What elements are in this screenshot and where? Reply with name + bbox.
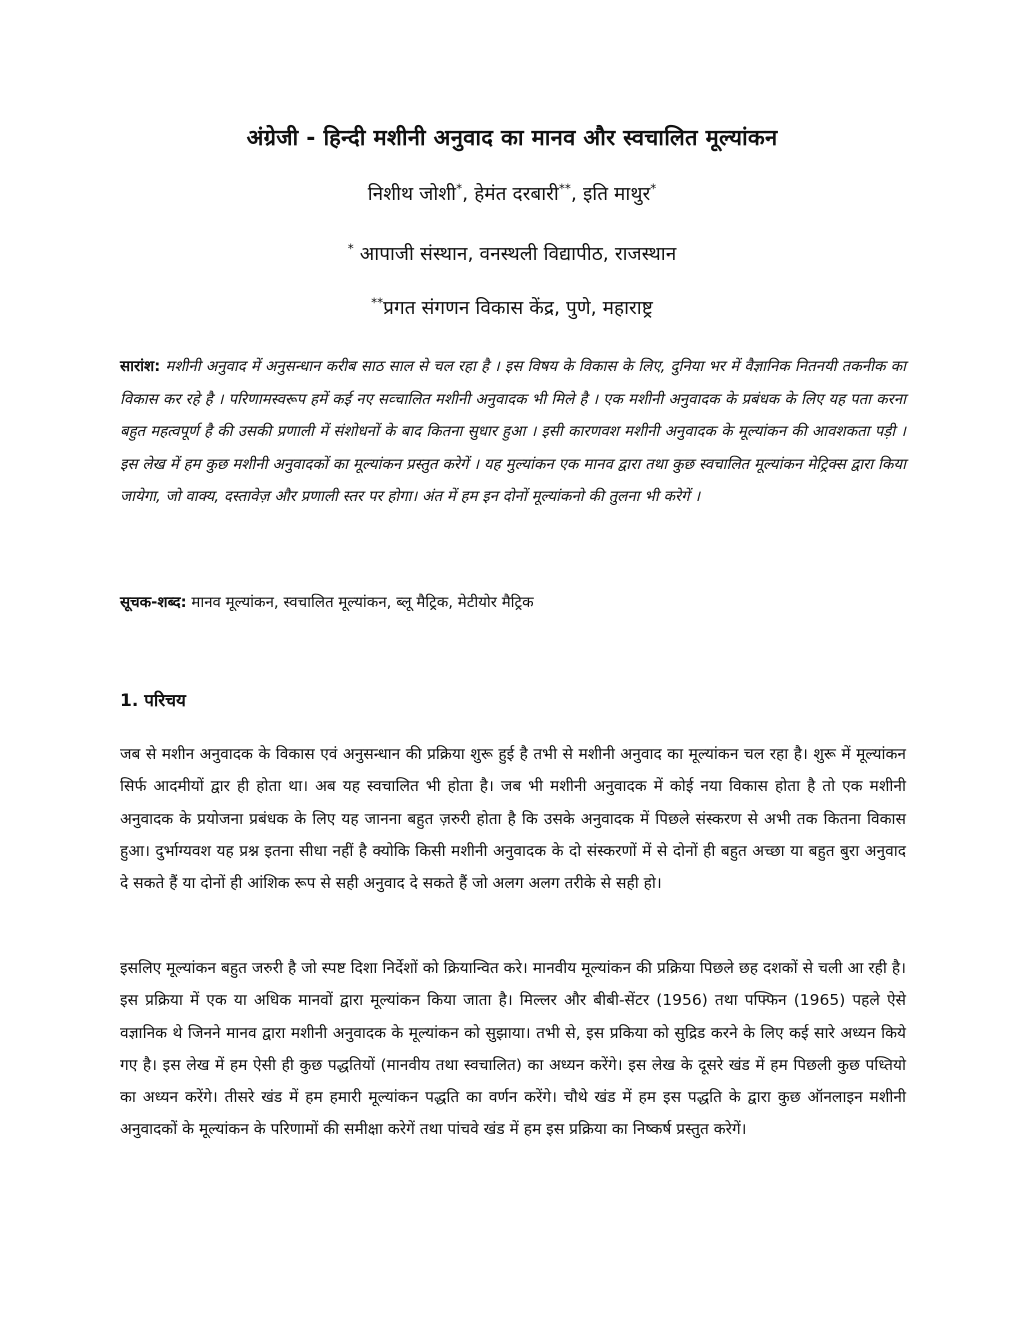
affiliation-2-text: प्रगत संगणन विकास केंद्र, पुणे, महाराष्ट्र [383,297,653,319]
section-title: परिचय [144,691,186,711]
author-separator: , [462,183,475,205]
keywords-label: सूचक-शब्द: [120,593,187,611]
affiliation-2-mark: ** [371,295,384,310]
paper-title: अंग्रेजी - हिन्दी मशीनी अनुवाद का मानव और स्वचालित मूल्यांकन [246,126,778,151]
section-number: 1. [120,691,139,711]
author-3: इति माथुर [582,183,651,205]
affiliation-1-text: आपाजी संस्थान, वनस्थली विद्यापीठ, राजस्थान [359,243,677,265]
author-1-mark: * [456,181,463,196]
affiliation-1-mark: * [347,241,354,256]
author-3-mark: * [650,181,657,196]
keywords-text: मानव मूल्यांकन, स्वचालित मूल्यांकन, ब्लू मैट्रिक, मेटीयोर मैट्रिक [191,593,534,611]
affiliation-1 [0,240,1024,266]
body-paragraph-2: इसलिए मूल्यांकन बहुत जरुरी है जो स्पष्ट दिशा निर्देशों को क्रियान्वित करे। मानवीय मूल्यांकन की प्रक्रिया पिछले छह दशकों से चली आ रही है। इस प्रक्रिया में एक या अधिक मानवों द्वारा मूल्यांकन किया जाता है। मिल्लर और बीबी-सेंटर (1956) तथा पफ्फिन (1965) पहले ऐसे वज्ञानिक थे जिनने मानव द्वारा मशीनी अनुवादक के मूल्यांकन को सुझाया। तभी से, इस प्रकिया को सुद्रिड करने के लिए कई सारे अध्यन किये गए है। इस लेख में हम ऐसी ही कुछ पद्धतियों (मानवीय तथा स्वचालित) का अध्यन करेंगे। इस लेख के दूसरे खंड में हम पिछली कुछ पध्तियो का अध्यन करेंगे। तीसरे खंड में हम हमारी मूल्यांकन पद्धति का वर्णन करेंगे। चौथे खंड में हम इस पद्धति के द्वारा कुछ ऑनलाइन मशीनी अनुवादकों के मूल्यांकन के परिणामों की समीक्षा करेगें तथा पांचवे खंड में हम इस प्रक्रिया का निष्कर्ष प्रस्तुत करेगें। [120,959,906,1139]
body-paragraph-1: जब से मशीन अनुवादक के विकास एवं अनुसन्धान की प्रक्रिया शुरू हुई है तभी से मशीनी अनुवाद का मूल्यांकन चल रहा है। शुरू में मूल्यांकन सिर्फ आदमीयों द्वार ही होता था। अब यह स्वचालित भी होता है। जब भी मशीनी अनुवादक में कोई नया विकास होता है तो एक मशीनी अनुवादक के प्रयोजना प्रबंधक के लिए यह जानना बहुत ज़रुरी होता है कि उसके अनुवादक में पिछले संस्करण से अभी तक कितना विकास हुआ। दुर्भाग्यवश यह प्रश्न इतना सीधा नहीं है क्योकि किसी मशीनी अनुवादक के दो संस्करणों में से दोनों ही बहुत अच्छा या बहुत बुरा अनुवाद दे सकते हैं या दोनों ही आंशिक रूप से सही अनुवाद दे सकते हैं जो अलग अलग तरीके से सही हो। [120,745,906,893]
abstract-label: सारांश: [120,357,161,375]
author-2-mark: ** [558,181,571,196]
author-2: हेमंत दरबारी [474,183,559,205]
abstract-text: मशीनी अनुवाद में अनुसन्धान करीब साठ साल से चल रहा है । इस विषय के विकास के लिए, दुनिया भर में वैज्ञानिक नितनयी तकनीक का विकास कर रहे है । परिणामस्वरूप हमें कई नए सव्चालित मशीनी अनुवादक भी मिले है । एक मशीनी अनुवादक के प्रबंधक के लिए यह पता करना बहुत महत्वपूर्ण है की उसकी प्रणाली में संशोधनों के बाद कितना सुधार हुआ । इसी कारणवश मशीनी अनुवादक के मूल्यांकन की आवशकता पड़ी । इस लेख में हम कुछ मशीनी अनुवादकों का मूल्यांकन प्रस्तुत करेगें । यह मुल्यांकन एक मानव द्वारा तथा कुछ स्वचालित मूल्यांकन मेट्रिक्स द्वारा किया जायेगा, जो वाक्य, दस्तावेज़ और प्रणाली स्तर पर होगा। अंत में हम इन दोनों मूल्यांकनो की तुलना भी करेगें । [120,357,906,506]
author-list [0,180,1024,206]
affiliation-2 [0,294,1024,320]
abstract [120,350,906,513]
author-1: निशीथ जोशी [367,183,457,205]
keywords [120,592,906,612]
section-heading [120,688,186,711]
author-separator: , [570,183,583,205]
